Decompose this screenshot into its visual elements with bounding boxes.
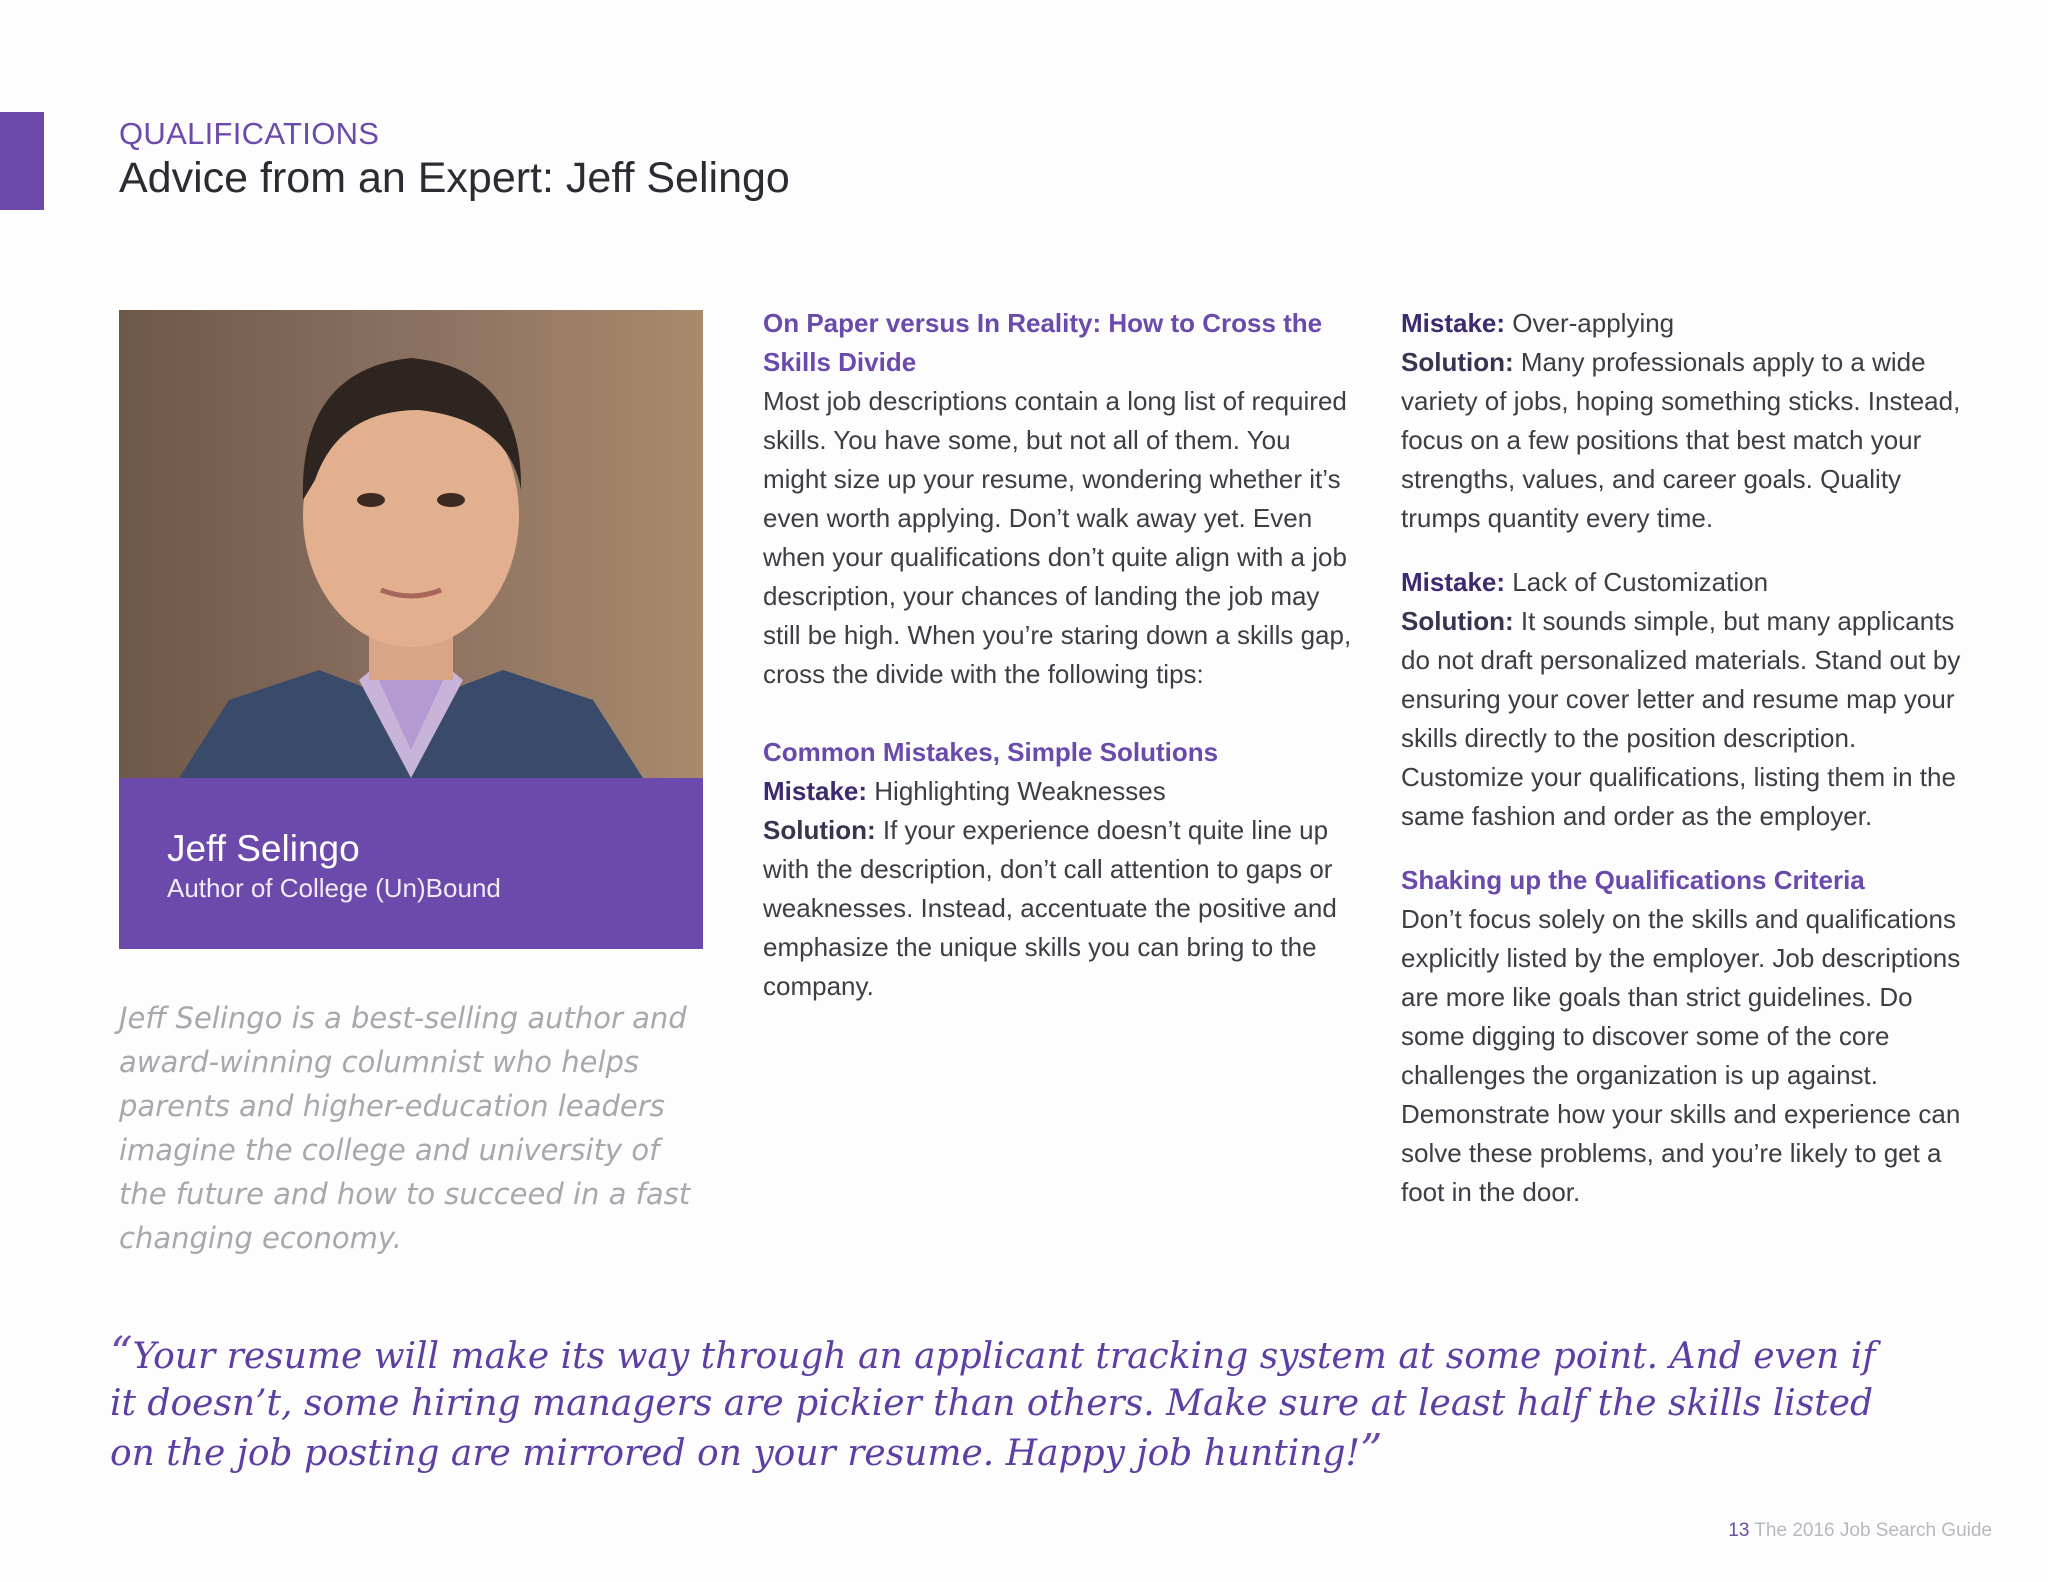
mistake-item-2: Mistake: Over-applying [1401, 308, 1675, 338]
page-number: 13 [1728, 1520, 1750, 1541]
profile-role: Author of College (Un)Bound [167, 873, 501, 903]
section-accent-bar [0, 112, 44, 210]
profile-bio: Jeff Selingo is a best-selling author and award-winning columnist who helps parents and higher-education leaders imagine the college and university of the future and how to succeed in a fast changing economy. [119, 1001, 691, 1255]
article-column-right [1401, 304, 1961, 1212]
page-title: Advice from an Expert: Jeff Selingo [119, 154, 790, 202]
section-heading-skills-divide: On Paper versus In Reality: How to Cross the Skills Divide [763, 308, 1323, 377]
solution-item-2: Solution: Many professionals apply to a wide variety of jobs, hoping something sticks. Instead, focus on a few positions that best match your strengths, values, and career goals. Quality trumps quantity every time. [1401, 347, 1961, 533]
pull-quote [110, 1330, 1910, 1477]
section-label: QUALIFICATIONS [119, 116, 380, 151]
pull-quote-text: Your resume will make its way through an applicant tracking system at some point. And even if it doesn’t, some hiring managers are pickier than others. Make sure at least half the skills listed on the job posting are mirrored on your resume. Happy job hunting! [110, 1336, 1876, 1474]
open-quote-mark: “ [110, 1328, 133, 1379]
intro-paragraph: Most job descriptions contain a long list of required skills. You have some, but not all of them. You might size up your resume, wondering whether it’s even worth applying. Don’t walk away yet. Even when your qualifications don’t quite align with a job description, your chances of landing the job may still be high. When you’re staring down a skills gap, cross the divide with the following tips: [763, 386, 1352, 689]
mistake-item-3: Mistake: Lack of Customization [1401, 567, 1769, 597]
guide-title: The 2016 Job Search Guide [1754, 1520, 1992, 1541]
solution-item-1: Solution: If your experience doesn’t quite line up with the description, don’t call attention to gaps or weaknesses. Instead, accentuate the positive and emphasize the unique skills you can bring to the company. [763, 815, 1337, 1001]
close-quote-mark: ” [1359, 1425, 1383, 1476]
article-column-middle [763, 304, 1353, 1006]
solution-item-3: Solution: It sounds simple, but many applicants do not draft personalized materials. Stand out by ensuring your cover letter and resume map your skills directly to the position description. Customize your qualifications, listing them in the same fashion and order as the employer. [1401, 606, 1961, 831]
profile-caption [119, 778, 703, 949]
section-heading-qualifications-criteria: Shaking up the Qualifications Criteria [1401, 865, 1865, 895]
criteria-paragraph: Don’t focus solely on the skills and qualifications explicitly listed by the employer. Job descriptions are more like goals than strict guidelines. Do some digging to discover some of the core challenges the organization is up against. Demonstrate how your skills and experience can solve these problems, and you’re likely to get a foot in the door. [1401, 904, 1961, 1207]
portrait-photo [119, 310, 703, 778]
section-heading-common-mistakes: Common Mistakes, Simple Solutions [763, 737, 1219, 767]
mistake-item-1: Mistake: Highlighting Weaknesses [763, 776, 1166, 806]
profile-name: Jeff Selingo [167, 828, 360, 869]
page-footer [1728, 1520, 1992, 1542]
